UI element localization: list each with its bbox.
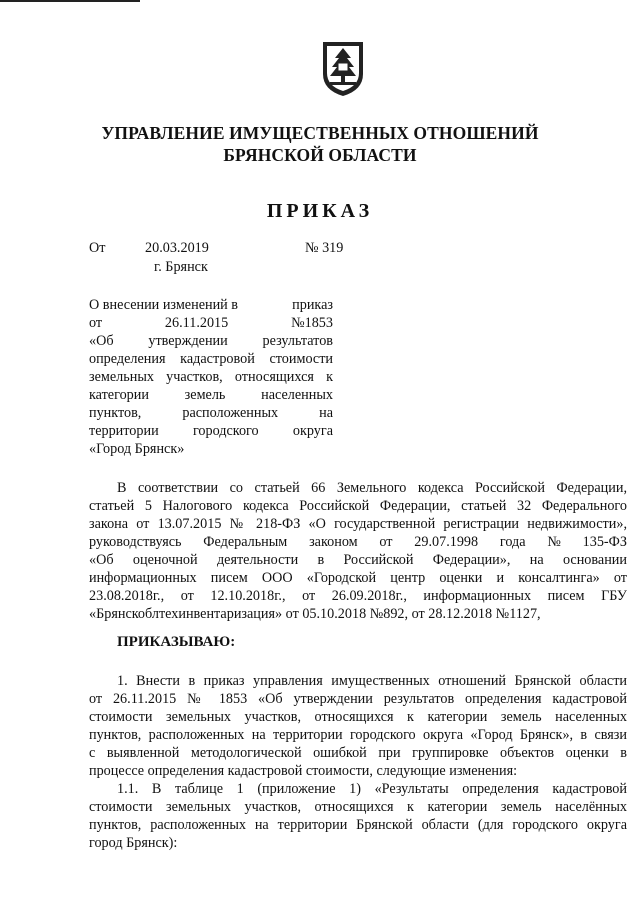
item-1-line [89, 672, 627, 690]
word: результатов [262, 333, 333, 349]
word: пунктов, расположенных на территории городского округа «Город Брянск», в связи [89, 727, 627, 743]
subject-line [89, 404, 333, 422]
word: 29.07.1998 [414, 534, 479, 550]
word: округа [292, 423, 333, 439]
word: деятельности [216, 552, 299, 568]
word: расположенных [182, 405, 279, 421]
word: 135-ФЗ [582, 534, 627, 550]
org-line-1: УПРАВЛЕНИЕ ИМУЩЕСТВЕННЫХ ОТНОШЕНИЙ [101, 123, 539, 143]
preamble-line [89, 479, 627, 497]
organization-name [0, 122, 640, 166]
preamble-line [89, 497, 627, 515]
word: стоимости земельных участков, относящихся к категории земель населенных [89, 709, 627, 725]
order-number: № 319 [305, 240, 344, 256]
item-1-line [89, 708, 627, 726]
word: основании [562, 552, 627, 568]
word: территории [89, 423, 159, 439]
word: утверждении [148, 333, 228, 349]
date-prefix: От [89, 240, 106, 256]
preamble-line [89, 569, 627, 587]
word: писем [547, 588, 585, 604]
word: от 26.11.2015 № 1853 «Об утверждении результатов определения кадастровой [89, 691, 627, 707]
document-title: ПРИКАЗ [266, 200, 374, 222]
item-1-1-line [89, 816, 627, 834]
decree-heading: ПРИКАЗЫВАЮ: [117, 634, 236, 650]
word: на [529, 552, 544, 568]
word: пунктов, [89, 405, 142, 421]
preamble-line [89, 533, 627, 551]
word: на [319, 405, 333, 421]
word: информационных [423, 588, 532, 604]
word: 26.11.2015 [164, 315, 229, 331]
preamble-line [89, 605, 627, 623]
word: О внесении изменений в [89, 297, 239, 313]
word: 1.1. В таблице 1 (приложение 1) «Результаты определения кадастровой [117, 781, 627, 797]
word: населенных [261, 387, 333, 403]
item-1-line [89, 726, 627, 744]
word: «Об [89, 552, 114, 568]
word: город Брянск): [89, 835, 178, 851]
subject-line [89, 350, 333, 368]
word: оценочной [132, 552, 198, 568]
word: 23.08.2018г., [89, 588, 165, 604]
word: законом [309, 534, 358, 550]
item-1-paragraph [89, 672, 627, 780]
word: № [547, 534, 561, 550]
coat-of-arms-icon [318, 38, 368, 98]
word: руководствуясь [89, 534, 182, 550]
order-city: г. Брянск [154, 259, 208, 275]
preamble-line [89, 515, 627, 533]
word: категории [89, 387, 149, 403]
subject-line [89, 368, 333, 386]
word: закона от 13.07.2015 № 218-ФЗ «О государственной регистрации недвижимости», [89, 516, 627, 532]
word: пунктов, расположенных на территории Брянской области (для городского округа [89, 817, 627, 833]
word: от [302, 588, 316, 604]
word: от [180, 588, 194, 604]
word: №1853 [291, 315, 333, 331]
item-1-1-paragraph [89, 780, 627, 852]
subject-line [89, 386, 333, 404]
item-1-line [89, 744, 627, 762]
word: статьей 5 Налогового кодекса Российской Федерации, статьей 32 Федерального [89, 498, 627, 514]
order-date: 20.03.2019 [145, 240, 209, 256]
item-1-1-line [89, 780, 627, 798]
item-1-1-line [89, 834, 627, 852]
word: Российской [343, 552, 414, 568]
item-1-line [89, 690, 627, 708]
word: 1. Внести в приказ управления имущественных отношений Брянской области [117, 673, 627, 689]
org-line-2: БРЯНСКОЙ ОБЛАСТИ [223, 145, 417, 165]
word: определения кадастровой стоимости [89, 351, 333, 367]
word: от [89, 315, 103, 331]
word: стоимости земельных участков, относящихся к категории земель населённых [89, 799, 627, 815]
word: 12.10.2018г., [210, 588, 286, 604]
word: Федеральным [203, 534, 288, 550]
subject-line [89, 440, 333, 458]
preamble-line [89, 551, 627, 569]
preamble-line [89, 587, 627, 605]
word: процессе определения кадастровой стоимости, следующие изменения: [89, 763, 518, 779]
word: В соответствии со статьей 66 Земельного кодекса Российской Федерации, [117, 480, 627, 496]
word: Федерации», [432, 552, 511, 568]
order-subject [89, 296, 333, 458]
subject-line [89, 332, 333, 350]
item-1-line [89, 762, 627, 780]
preamble-paragraph [89, 479, 627, 623]
item-1-1-line [89, 798, 627, 816]
subject-line [89, 422, 333, 440]
subject-line [89, 296, 333, 314]
word: в [317, 552, 325, 568]
word: приказ [292, 297, 333, 313]
word: городского [192, 423, 259, 439]
word: информационных писем ООО «Городской центр оценки и консалтинга» от [89, 570, 627, 586]
word: «Об [89, 333, 114, 349]
word: «Город Брянск» [89, 441, 185, 457]
top-rule [0, 0, 140, 2]
word: земель [184, 387, 226, 403]
subject-line [89, 314, 333, 332]
word: года [499, 534, 526, 550]
word: с выявленной методологической ошибкой при группировке объектов оценки в [89, 745, 627, 761]
word: 26.09.2018г., [331, 588, 407, 604]
word: от [379, 534, 393, 550]
word: земельных участков, относящихся к [89, 369, 333, 385]
word: «Брянскоблтехинвентаризация» от 05.10.2018 №892, от 28.12.2018 №1127, [89, 606, 541, 622]
word: ГБУ [601, 588, 627, 604]
